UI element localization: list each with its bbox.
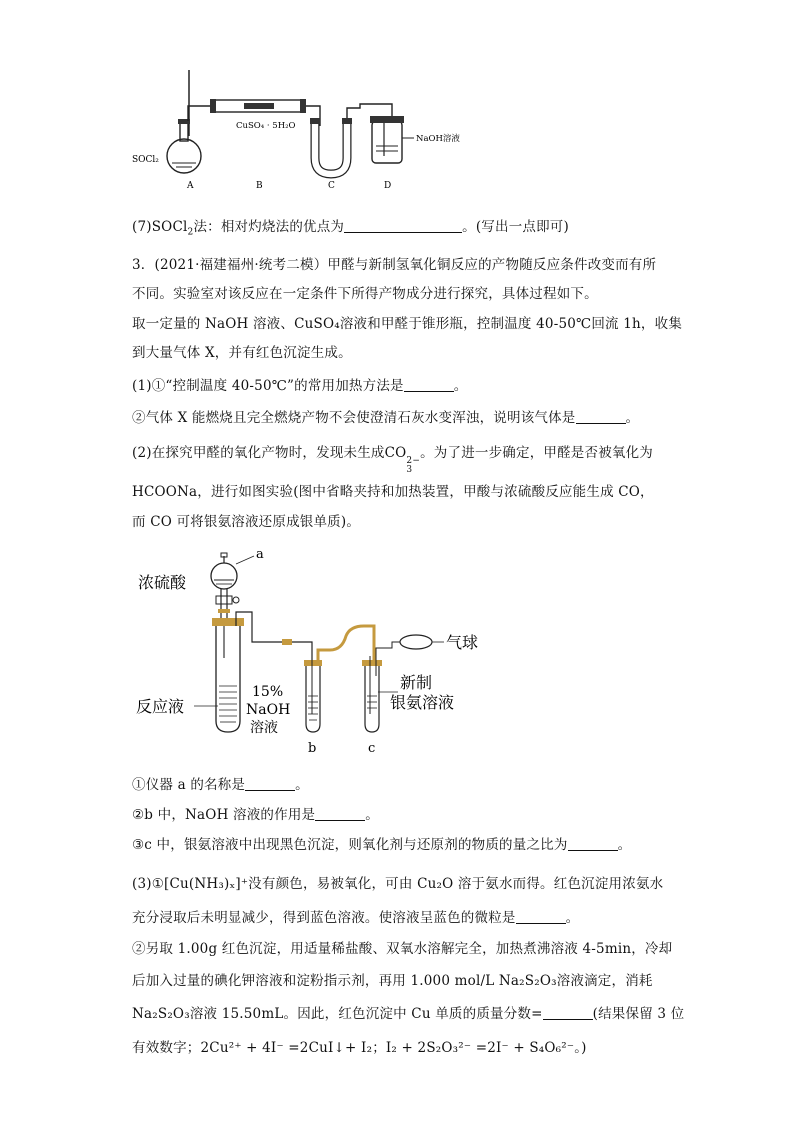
question-3-line-1 [132, 875, 663, 893]
question-1-2 [132, 409, 639, 427]
q7-after: 。(写出一点即可) [462, 219, 569, 235]
q3-line5-end: (结果保留 3 位 [592, 1006, 685, 1022]
question-2-b: HCOONa，进行如图实验(图中省略夹持和加热装置，甲酸与浓硫酸反应能生成 CO， [132, 484, 654, 500]
q3-line2-text: 充分浸取后未明显减少，得到蓝色溶液。使溶液呈蓝色的微粒是 [132, 910, 516, 926]
apparatus-figure-1 [132, 66, 460, 194]
question-3-line-4: 后加入过量的碘化钾溶液和淀粉指示剂，再用 1.000 mol/L Na₂S₂O₃溶液滴定，消耗 [132, 973, 653, 989]
s2-end: 。 [365, 807, 379, 823]
problem-3-header-2: 不同。实验室对该反应在一定条件下所得产物成分进行探究，具体过程如下。 [132, 286, 598, 302]
s3-text: ③c 中，银氨溶液中出现黑色沉淀，则氧化剂与还原剂的物质的量之比为 [132, 837, 568, 853]
sub-question-3 [132, 836, 631, 854]
balloon-label: 气球 [446, 633, 479, 652]
question-1-1 [132, 377, 467, 395]
label-a-pointer: a [256, 547, 264, 562]
apparatus-figure-2-svg [132, 546, 492, 768]
q3-prefix: (3)① [132, 876, 165, 892]
s3-answer-blank[interactable] [568, 838, 618, 851]
problem-3-header: 3．(2021·福建福州·统考二模）甲醛与新制氢氧化铜反应的产物随反应条件改变而有所 [132, 257, 657, 273]
s1-text: ①仪器 a 的名称是 [132, 777, 246, 793]
q1-2-end: 。 [625, 410, 640, 426]
s2-text: ②b 中，NaOH 溶液的作用是 [132, 807, 316, 823]
q2-a-rest: 。为了进一步确定，甲醛是否被氧化为 [420, 445, 653, 461]
s3-end: 。 [617, 837, 632, 853]
q1-2-answer-blank[interactable] [576, 411, 626, 424]
question-3-line-2 [132, 909, 579, 927]
q7-mid: 法：相对灼烧法的优点为 [193, 219, 345, 235]
q2-a-sup: 2− [406, 456, 421, 466]
naoh-bottle-label: NaOH溶液 [416, 134, 460, 144]
question-3-line-3: ②另取 1.00g 红色沉淀，用适量稀盐酸、双氧水溶解完全，加热煮沸溶液 4-5min，冷却 [132, 941, 673, 957]
question-2-a [132, 444, 653, 475]
naoh-solution-label: 溶液 [250, 720, 278, 736]
label-c-tube: c [368, 741, 376, 756]
label-c: C [328, 181, 335, 191]
silver-ammonia-label: 银氨溶液 [390, 693, 455, 712]
q1-2-text: ②气体 X 能燃烧且完全燃烧产物不会使澄清石灰水变浑浊，说明该气体是 [132, 410, 576, 426]
socl2-label: SOCl₂ [132, 155, 159, 165]
conc-sulfuric-acid-label: 浓硫酸 [138, 573, 187, 592]
question-3-line-6: 有效数字；2Cu²⁺ + 4I⁻ =2CuI↓+ I₂；I₂ + 2S₂O₃²⁻ =2I⁻ + S₄O₆²⁻。) [132, 1040, 587, 1056]
apparatus-figure-2 [132, 546, 492, 768]
q3-line2-end: 。 [565, 910, 580, 926]
q1-1-text: (1)①“控制温度 40-50℃”的常用加热方法是 [132, 378, 404, 394]
label-b-tube: b [308, 741, 317, 756]
sub-question-2 [132, 806, 379, 824]
q3-line1-rest: 没有颜色，易被氧化，可由 Cu₂O 溶于氨水而得。红色沉淀用浓氨水 [248, 876, 664, 892]
problem-3-intro-2: 到大量气体 X，并有红色沉淀生成。 [132, 345, 352, 361]
s1-answer-blank[interactable] [245, 778, 295, 791]
s2-answer-blank[interactable] [315, 808, 365, 821]
naoh-percent-label: 15% [252, 684, 284, 700]
label-d: D [384, 181, 392, 191]
q3-line5-answer-blank[interactable] [543, 1007, 593, 1020]
problem-3-intro-1: 取一定量的 NaOH 溶液、CuSO₄溶液和甲醛于锥形瓶，控制温度 40-50℃回流 1h，收集 [132, 316, 683, 332]
q7-text: (7)SOCl [132, 219, 188, 235]
q3-line2-answer-blank[interactable] [516, 911, 566, 924]
label-a: A [187, 181, 194, 191]
q7-sub: 2 [187, 227, 194, 238]
q2-a-text: (2)在探究甲醛的氧化产物时，发现未生成CO [132, 445, 407, 461]
question-7 [132, 218, 569, 242]
reaction-liquid-label: 反应液 [136, 697, 185, 716]
fresh-label: 新制 [400, 673, 433, 692]
sub-question-1 [132, 776, 309, 794]
q7-answer-blank[interactable] [344, 220, 462, 233]
cuso4-label: CuSO₄ · 5H₂O [236, 121, 296, 131]
naoh-name-label: NaOH [246, 702, 291, 718]
q3-complex-ion: [Cu(NH₃)ₓ]⁺ [164, 876, 249, 892]
q2-a-sub: 3 [406, 465, 413, 475]
q1-1-end: 。 [453, 378, 468, 394]
apparatus-figure-1-svg [132, 66, 460, 194]
question-3-line-5 [132, 1005, 684, 1023]
q1-1-answer-blank[interactable] [404, 379, 454, 392]
question-2-c: 而 CO 可将银氨溶液还原成银单质)。 [132, 514, 361, 530]
label-b: B [256, 181, 263, 191]
s1-end: 。 [295, 777, 309, 793]
q3-line5-text: Na₂S₂O₃溶液 15.50mL。因此，红色沉淀中 Cu 单质的质量分数= [132, 1006, 543, 1022]
